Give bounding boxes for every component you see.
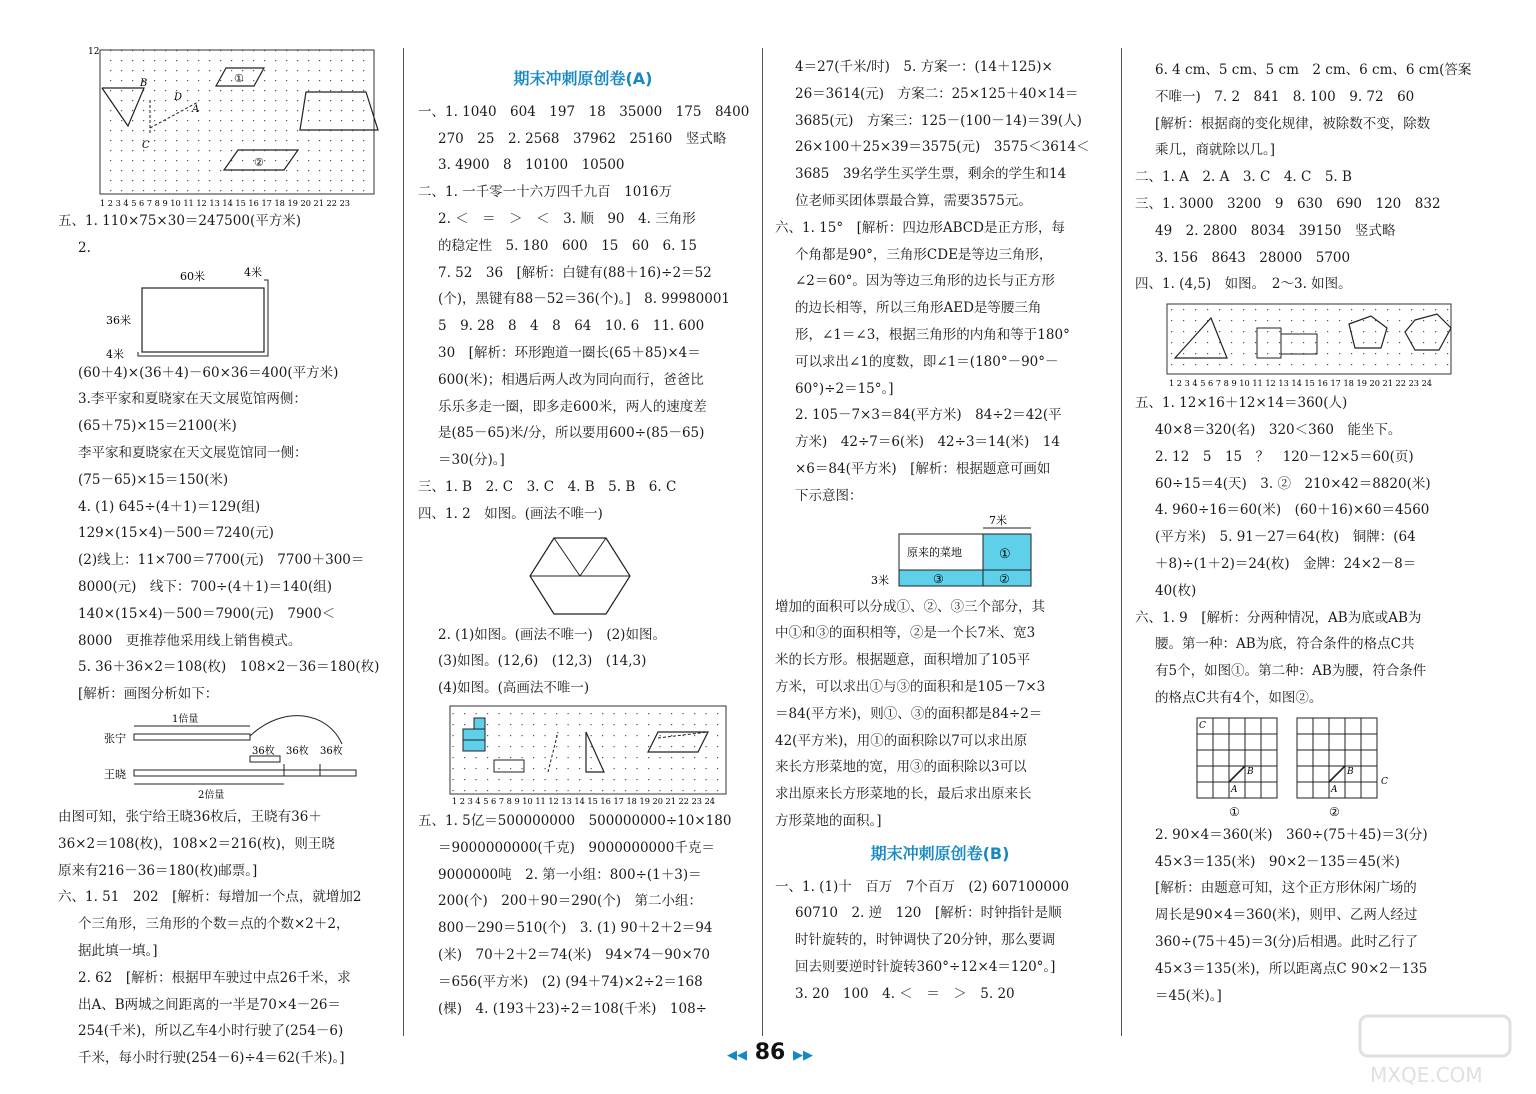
text-line: 据此填一填。] (78, 942, 158, 959)
text-line: 出A、B两城之间距离的一半是70×4－26＝ (78, 996, 341, 1013)
text-line: ×6＝84(平方米) [解析：根据题意可画如 (795, 460, 1051, 477)
tape-label-m2: 36枚 (286, 745, 309, 757)
text-line: 5 9. 28 8 4 8 64 10. 6 11. 600 (438, 318, 705, 335)
text-line: 36×2＝108(枚)，108×2＝216(枚)，则王晓 (58, 835, 335, 852)
text-line: 下示意图： (795, 487, 863, 504)
text-line: (个)，黑键有88－52＝36(个)。] 8. 99980001 (438, 291, 731, 308)
text-line: (米) 70＋2＋2＝74(米) 94×74－90×70 (438, 946, 710, 963)
text-line: 一、1. 1040 604 197 18 35000 175 8400 (418, 103, 750, 120)
text-line: [解析：画图分析如下： (78, 686, 219, 703)
text-line: 由图可知，张宁给王晓36枚后，王晓有36＋ (58, 808, 322, 825)
text-line: 60°)÷2＝15°。] (795, 380, 894, 397)
text-line: 9000000吨 2. 第一小组：800÷(1＋3)＝ (438, 866, 702, 883)
text-line: 3. 20 100 4. ＜ ＝ ＞ 5. 20 (795, 985, 1015, 1002)
rect-bottom-label: 4米 (106, 347, 124, 360)
text-line: 一、1. (1)十 百万 7个百万 (2) 607100000 (775, 878, 1070, 895)
tape-label-m3: 36枚 (320, 745, 343, 757)
lattice-a-2: A (1331, 784, 1338, 795)
text-line: 五、1. 110×75×30＝247500(平方米) (58, 213, 301, 229)
text-line: 增加的面积可以分成①、②、③三个部分，其 (775, 598, 1045, 615)
text-line: 7. 52 36 [解析：白键有(88＋16)÷2＝52 (438, 264, 712, 281)
veg-part-1: ① (999, 546, 1011, 562)
text-line: 3685(元) 方案三：125－(100－14)＝39(人) (795, 112, 1082, 129)
text-line: 26×100＋25×39＝3575(元) 3575＜3614＜ (795, 139, 1090, 156)
text-line: 5. 36＋36×2＝108(枚) 108×2－36＝180(枚) (78, 659, 380, 676)
text-line: 140×(15×4)－500＝7900(元) 7900＜ (78, 605, 336, 622)
text-line: 的稳定性 5. 180 600 15 60 6. 15 (438, 237, 697, 254)
text-line: 2. ＜ ＝ ＞ ＜ 3. 顺 90 4. 三角形 (438, 210, 696, 227)
text-line: 360÷(75＋45)＝3(分)后相遇。此时乙行了 (1155, 933, 1419, 950)
lattice-c-1: C (1199, 720, 1206, 731)
rect-topr-label: 4米 (244, 265, 262, 279)
grid-3-x-axis: 1 2 3 4 5 6 7 8 9 10 11 12 13 14 15 16 17 18 19 20 21 22 23 24 (1169, 378, 1433, 389)
prev-page-icon[interactable]: ◀◀ (727, 1048, 748, 1063)
text-line: 不唯一) 7. 2 841 8. 100 9. 72 60 (1155, 88, 1415, 105)
text-line: ∠2＝60°。因为等边三角形的边长与正方形 (795, 273, 1055, 290)
text-line: (2)线上：11×700＝7700(元) 7700＋300＝ (78, 552, 365, 569)
text-line: 30 [解析：环形跑道一圈长(65＋85)×4＝ (438, 344, 701, 361)
text-line: 40(枚) (1155, 582, 1197, 599)
rect-left-label: 36米 (106, 313, 131, 327)
column-3 (775, 54, 1105, 1008)
text-line: ＝84(平方米)，则①、③的面积都是84÷2＝ (775, 705, 1043, 722)
lattice-figure (1135, 712, 1465, 822)
lattice-label-2: ② (1329, 804, 1340, 819)
page-number (700, 1040, 840, 1065)
grid-x-axis: 1 2 3 4 5 6 7 8 9 10 11 12 13 14 15 16 17 18 19 20 21 22 23 (100, 198, 350, 208)
column-2 (418, 60, 748, 1022)
text-line: 六、1. 9 [解析：分两种情况，AB为底或AB为 (1135, 609, 1422, 626)
text-line: (4)如图。(高画法不唯一) (438, 680, 590, 697)
text-line: (棵) 4. (193＋23)÷2＝108(千米) 108÷ (438, 1000, 707, 1017)
veg-left-label: 3米 (871, 573, 889, 587)
text-line: 2. 12 5 15 ？ 120－12×5＝60(页) (1155, 448, 1414, 465)
text-line: 六、1. 15° [解析：四边形ABCD是正方形，每 (775, 219, 1065, 236)
tape-label-zn: 张宁 (104, 731, 126, 745)
text-line: 45×3＝135(米) 90×2－135＝45(米) (1155, 853, 1400, 870)
text-line: (65＋75)×15＝2100(米) (78, 418, 237, 435)
text-line: 800－290＝510(个) 3. (1) 90＋2＋2＝94 (438, 920, 713, 937)
vegetable-plot-figure (775, 510, 1105, 594)
text-line: 2. 62 [解析：根据甲车驶过中点26千米，求 (78, 969, 351, 986)
text-line: 六、1. 51 202 [解析：每增加一个点，就增加2 (58, 889, 362, 906)
text-line: 四、1. 2 如图。(画法不唯一) (418, 505, 603, 522)
text-line: 是(85－65)米/分，所以要用600÷(85－65) (438, 425, 705, 442)
text-line: ＝656(平方米) (2) (94＋74)×2÷2＝168 (438, 973, 703, 990)
text-line: ＝45(米)。] (1155, 987, 1222, 1004)
grid-figure-2 (418, 702, 748, 808)
tape-label-m1: 36枚 (252, 745, 275, 757)
text-line: 方形菜地的面积。] (775, 812, 882, 829)
text-line: 3. 4900 8 10100 10500 (438, 157, 625, 174)
tape-label-two: 2倍量 (198, 789, 225, 801)
shape-2-label: ② (254, 156, 264, 169)
text-line: 乘几，商就除以几。] (1155, 142, 1276, 159)
text-line: 李平家和夏晓家在天文展览馆同一侧： (78, 444, 308, 461)
text-line: 4. (1) 645÷(4＋1)＝129(组) (78, 498, 261, 515)
text-line: 原来有216－36＝180(枚)邮票。] (58, 862, 258, 879)
text-line: 的格点C共有4个，如图②。 (1155, 689, 1323, 706)
text-line: ＝30(分)。] (438, 452, 505, 469)
veg-top-label: 7米 (989, 513, 1007, 527)
tape-label-wx: 王晓 (104, 767, 126, 781)
text-line: 60÷15＝4(天) 3. ② 210×42＝8820(米) (1155, 475, 1431, 492)
column-1 (58, 40, 388, 1072)
text-line: 600(米)；相遇后两人改为同向而行，爸爸比 (438, 371, 704, 388)
lattice-label-1: ① (1229, 804, 1240, 819)
text-line: 千米，每小时行驶(254－6)÷4＝62(千米)。] (78, 1050, 345, 1067)
text-line: [解析：根据商的变化规律，被除数不变，除数 (1155, 115, 1431, 132)
text-line: 40×8＝320(名) 320＜360 能坐下。 (1155, 421, 1402, 438)
label-b: B (140, 78, 148, 89)
text-line: 26＝3614(元) 方案二：25×125＋40×14＝ (795, 85, 1079, 102)
veg-main-label: 原来的菜地 (907, 545, 962, 559)
text-line: 三、1. 3000 3200 9 630 690 120 832 (1135, 195, 1441, 212)
text-line: 可以求出∠1的度数，即∠1＝(180°－90°－ (795, 353, 1059, 370)
text-line: 200(个) 200＋90＝290(个) 第二小组： (438, 893, 703, 910)
rect-top-label: 60米 (180, 269, 205, 283)
text-line: 方米，可以求出①与③的面积和是105－7×3 (775, 678, 1046, 695)
text-line: 五、1. 5亿＝500000000 500000000÷10×180 (418, 812, 732, 829)
lattice-a-1: A (1231, 784, 1238, 795)
section-title-a: 期末冲刺原创卷(A) (513, 69, 653, 88)
text-line: 个三角形，三角形的个数＝点的个数×2＋2， (78, 916, 350, 933)
column-divider (403, 48, 404, 1036)
text-line: 米的长方形。根据题意，面积增加了105平 (775, 652, 1031, 669)
text-line: 6. 4 cm、5 cm、5 cm 2 cm、6 cm、6 cm(答案 (1155, 62, 1472, 78)
column-divider (1121, 48, 1122, 1036)
next-page-icon[interactable]: ▶▶ (792, 1048, 813, 1063)
text-line: 3685 39名学生买学生票，剩余的学生和14 (795, 166, 1067, 183)
text-line: 二、1. A 2. A 3. C 4. C 5. B (1135, 169, 1352, 186)
text-line: 位老师买团体票最合算，需要3575元。 (795, 192, 1032, 209)
text-line: 个角都是90°，三角形CDE是等边三角形， (795, 246, 1053, 263)
text-line: (3)如图。(12,6) (12,3) (14,3) (438, 653, 647, 670)
text-line: 2. (1)如图。(画法不唯一) (2)如图。 (438, 626, 666, 643)
text-line: 五、1. 12×16＋12×14＝360(人) (1135, 395, 1348, 412)
text-line: 求出原来长方形菜地的长，最后求出原来长 (775, 786, 1032, 803)
text-line: 乐乐多走一圈，即多走600米，两人的速度差 (438, 398, 707, 415)
text-line: 的边长相等，所以三角形AED是等腰三角 (795, 300, 1042, 317)
text-line: 42(平方米)，用①的面积除以7可以求出原 (775, 732, 1028, 749)
column-4 (1135, 57, 1472, 1009)
grid-figure-1 (88, 40, 418, 208)
text-line: 2. 105－7×3＝84(平方米) 84÷2＝42(平 (795, 407, 1062, 424)
text-line: 3.李平家和夏晓家在天文展览馆两侧： (78, 391, 307, 408)
text-line: 方米) 42÷7＝6(米) 42÷3＝14(米) 14 (795, 434, 1060, 451)
text-line: ＋8)÷(1＋2)＝24(枚) 金牌：24×2－8＝ (1155, 555, 1417, 572)
veg-part-3: ③ (933, 571, 944, 586)
text-line: ＝9000000000(千克) 9000000000千克＝ (438, 839, 715, 856)
watermark-logo (1350, 1010, 1530, 1090)
text-line: 45×3＝135(米)，所以距离点C 90×2－135 (1155, 960, 1428, 977)
text-line: 8000(元) 线下：700÷(4＋1)＝140(组) (78, 578, 332, 595)
veg-part-2: ② (999, 571, 1010, 586)
text-line: 3. 156 8643 28000 5700 (1155, 249, 1351, 266)
tape-diagram (58, 708, 388, 804)
text-line: 中①和③的面积相等，②是一个长7米、宽3 (775, 625, 1036, 642)
text-line: (75－65)×15＝150(米) (78, 471, 229, 488)
text-line: 有5个，如图①。第二种：AB为腰，符合条件 (1155, 663, 1427, 680)
hexagon-figure (418, 528, 748, 622)
grid-figure-3 (1135, 298, 1465, 390)
lattice-b-2: B (1347, 766, 1354, 777)
text-line: 4. 960÷16＝60(米) (60＋16)×60＝4560 (1155, 502, 1430, 519)
text-line: 2. (78, 239, 91, 256)
text-line: 270 25 2. 2568 37962 25160 竖式略 (438, 130, 727, 147)
text-line: 2. 90×4＝360(米) 360÷(75＋45)＝3(分) (1155, 826, 1428, 843)
text-line: 二、1. 一千零一十六万四千九百 1016万 (418, 184, 673, 201)
text-line: 形，∠1＝∠3，根据三角形的内角和等于180° (795, 326, 1070, 343)
tape-label-one: 1倍量 (172, 713, 199, 725)
text-line: 49 2. 2800 8034 39150 竖式略 (1155, 222, 1396, 239)
text-line: 8000 更推荐他采用线上销售模式。 (78, 632, 302, 649)
text-line: (60＋4)×(36＋4)－60×36＝400(平方米) (78, 364, 339, 381)
label-d: D (174, 92, 183, 103)
text-line: 周长是90×4＝360(米)，则甲、乙两人经过 (1155, 907, 1418, 924)
text-line: 腰。第一种：AB为底，符合条件的格点C共 (1155, 636, 1415, 653)
text-line: 60710 2. 逆 120 [解析：时钟指针是顺 (795, 905, 1062, 922)
column-divider (762, 48, 763, 1036)
label-a: A (192, 104, 200, 115)
label-c: C (142, 140, 150, 151)
text-line: 4＝27(千米/时) 5. 方案一：(14＋125)× (795, 59, 1053, 75)
rect-figure (58, 262, 388, 360)
text-line: 129×(15×4)－500＝7240(元) (78, 525, 274, 542)
text-line: 时针旋转的，时钟调快了20分钟，那么要调 (795, 932, 1056, 949)
text-line: 254(千米)，所以乙车4小时行驶了(254－6) (78, 1023, 344, 1040)
section-title-b: 期末冲刺原创卷(B) (870, 843, 1010, 863)
text-line: 四、1. (4,5) 如图。 2～3. 如图。 (1135, 276, 1352, 293)
lattice-b-1: B (1247, 766, 1254, 777)
grid-y-label: 12 (88, 47, 100, 57)
page-number-value: 86 (754, 1040, 786, 1065)
text-line: 来长方形菜地的宽，用③的面积除以3可以 (775, 759, 1027, 776)
text-line: 回去则要逆时针旋转360°÷12×4＝120°。] (795, 958, 1056, 975)
text-line: (平方米) 5. 91－27＝64(枚) 铜牌：(64 (1155, 529, 1416, 546)
text-line: 三、1. B 2. C 3. C 4. B 5. B 6. C (418, 478, 677, 495)
text-line: [解析：由题意可知，这个正方形休闲广场的 (1155, 880, 1417, 897)
lattice-c-2: C (1381, 776, 1388, 787)
grid-2-x-axis: 1 2 3 4 5 6 7 8 9 10 11 12 13 14 15 16 17 18 19 20 21 22 23 24 (452, 795, 716, 806)
shape-1-label: ① (234, 72, 244, 85)
watermark-text: MXQE.COM (1370, 1063, 1483, 1087)
